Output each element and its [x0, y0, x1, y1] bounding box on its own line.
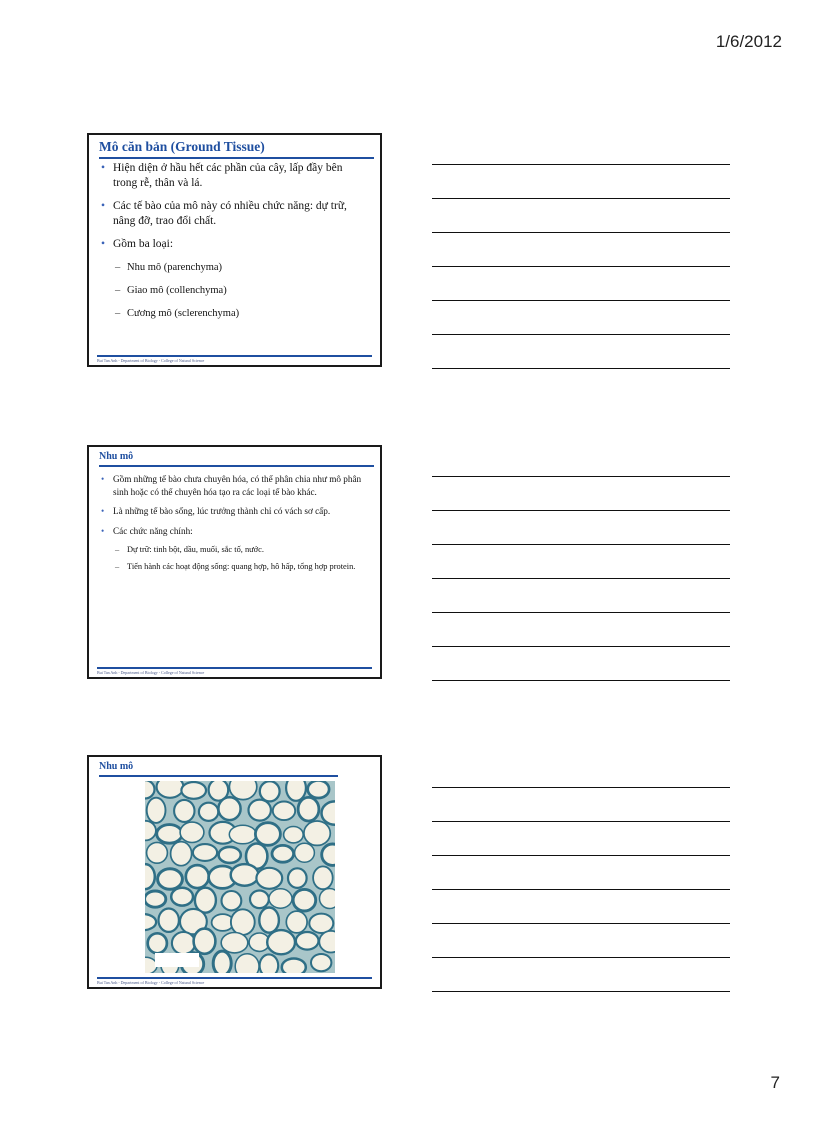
cell — [171, 842, 192, 866]
cell — [308, 781, 329, 798]
sub-bullet-item: – Giao mô (collenchyma) — [99, 283, 368, 298]
note-line — [432, 544, 730, 545]
cell — [193, 844, 217, 861]
cell — [284, 827, 304, 843]
cell — [145, 781, 155, 799]
cell — [159, 909, 179, 932]
note-line — [432, 334, 730, 335]
cell — [255, 823, 280, 846]
slide-body — [99, 473, 368, 578]
slide-title: Mô căn bản (Ground Tissue) — [99, 139, 374, 159]
cell — [194, 929, 216, 954]
note-line — [432, 476, 730, 477]
cell — [174, 800, 194, 822]
slide-parenchyma-text — [87, 445, 382, 679]
slide-footer: Bui Tan Anh - Department of Biology - College of Natural Science — [97, 977, 372, 985]
cell — [235, 954, 259, 973]
slide-title: Nhu mô — [99, 451, 374, 467]
cell — [260, 954, 279, 973]
bullet-item: • Là những tế bào sống, lúc trưởng thành chỉ có vách sơ cấp. — [99, 505, 368, 518]
note-line — [432, 198, 730, 199]
slide-title: Nhu mô — [99, 761, 338, 777]
cell — [181, 782, 206, 799]
sub-bullet-item: – Tiến hành các hoạt động sống: quang hợp, hô hấp, tổng hợp protein. — [99, 561, 368, 573]
label-box — [155, 953, 199, 967]
cell — [145, 891, 166, 907]
cell — [231, 909, 255, 935]
cell — [259, 908, 279, 933]
cell — [311, 954, 331, 971]
note-line — [432, 787, 730, 788]
slide-footer: Bui Tan Anh - Department of Biology - College of Natural Science — [97, 355, 372, 363]
cell — [286, 911, 307, 933]
slide-parenchyma-image — [87, 755, 382, 989]
cell — [148, 933, 167, 953]
cell — [288, 868, 307, 888]
note-line — [432, 680, 730, 681]
bullet-item: • Các tế bào của mô này có nhiều chức năng: dự trữ, nâng đỡ, trao đổi chất. — [99, 199, 368, 229]
page-number: 7 — [770, 1073, 780, 1092]
cell — [313, 866, 333, 889]
cell — [282, 959, 306, 974]
cell — [171, 888, 193, 906]
cell — [213, 951, 231, 973]
parenchyma-micrograph — [145, 781, 335, 973]
cell — [231, 864, 259, 886]
cell — [157, 781, 184, 798]
cell — [219, 847, 241, 863]
cell — [229, 825, 256, 844]
note-line — [432, 855, 730, 856]
bullet-item: • Gồm ba loại: — [99, 237, 368, 252]
bullet-item: • Các chức năng chính: — [99, 525, 368, 538]
note-line — [432, 232, 730, 233]
cell — [157, 825, 182, 844]
bullet-item: • Hiện diện ở hầu hết các phần của cây, lấp đầy bên trong rễ, thân và lá. — [99, 161, 368, 191]
cell — [293, 889, 316, 911]
cell — [260, 781, 280, 801]
note-line — [432, 889, 730, 890]
bullet-item: • Gồm những tế bào chưa chuyên hóa, có thể phân chia như mô phân sinh hoặc có thể chuyên hóa tạo ra các loại tế bào khác. — [99, 473, 368, 498]
cell — [267, 930, 295, 954]
note-line — [432, 300, 730, 301]
note-line — [432, 646, 730, 647]
slide-footer: Bui Tan Anh - Department of Biology - College of Natural Science — [97, 667, 372, 675]
note-line — [432, 923, 730, 924]
cell — [249, 800, 271, 821]
cell — [186, 865, 209, 888]
note-line — [432, 612, 730, 613]
cell — [147, 798, 166, 823]
cell — [158, 869, 183, 890]
cell — [320, 889, 336, 909]
note-line — [432, 266, 730, 267]
sub-bullet-item: – Nhu mô (parenchyma) — [99, 260, 368, 275]
cell — [296, 932, 319, 950]
cell — [218, 797, 240, 820]
slide-ground-tissue — [87, 133, 382, 367]
note-line — [432, 991, 730, 992]
cell — [145, 864, 155, 889]
cell — [322, 844, 335, 865]
note-line — [432, 821, 730, 822]
note-line — [432, 164, 730, 165]
sub-bullet-item: – Cương mô (sclerenchyma) — [99, 306, 368, 321]
sub-bullet-item: – Dự trữ: tinh bột, dầu, muối, sắc tố, nước. — [99, 544, 368, 556]
cell — [222, 891, 242, 910]
cell — [172, 932, 195, 954]
cell — [319, 931, 335, 953]
cell — [295, 843, 315, 862]
cell — [180, 822, 204, 842]
note-line — [432, 510, 730, 511]
cell — [147, 842, 168, 863]
note-line — [432, 368, 730, 369]
cell — [199, 803, 218, 821]
cell — [273, 802, 295, 821]
note-line — [432, 957, 730, 958]
note-line — [432, 578, 730, 579]
cell — [250, 891, 269, 909]
cell — [304, 821, 330, 845]
cell — [272, 845, 294, 862]
cell — [269, 889, 292, 908]
cell-pattern — [145, 781, 335, 973]
cell — [256, 868, 282, 889]
cell — [298, 797, 319, 821]
cell — [322, 801, 336, 824]
cell — [221, 933, 248, 953]
slide-body — [99, 161, 368, 329]
print-date: 1/6/2012 — [715, 32, 782, 51]
